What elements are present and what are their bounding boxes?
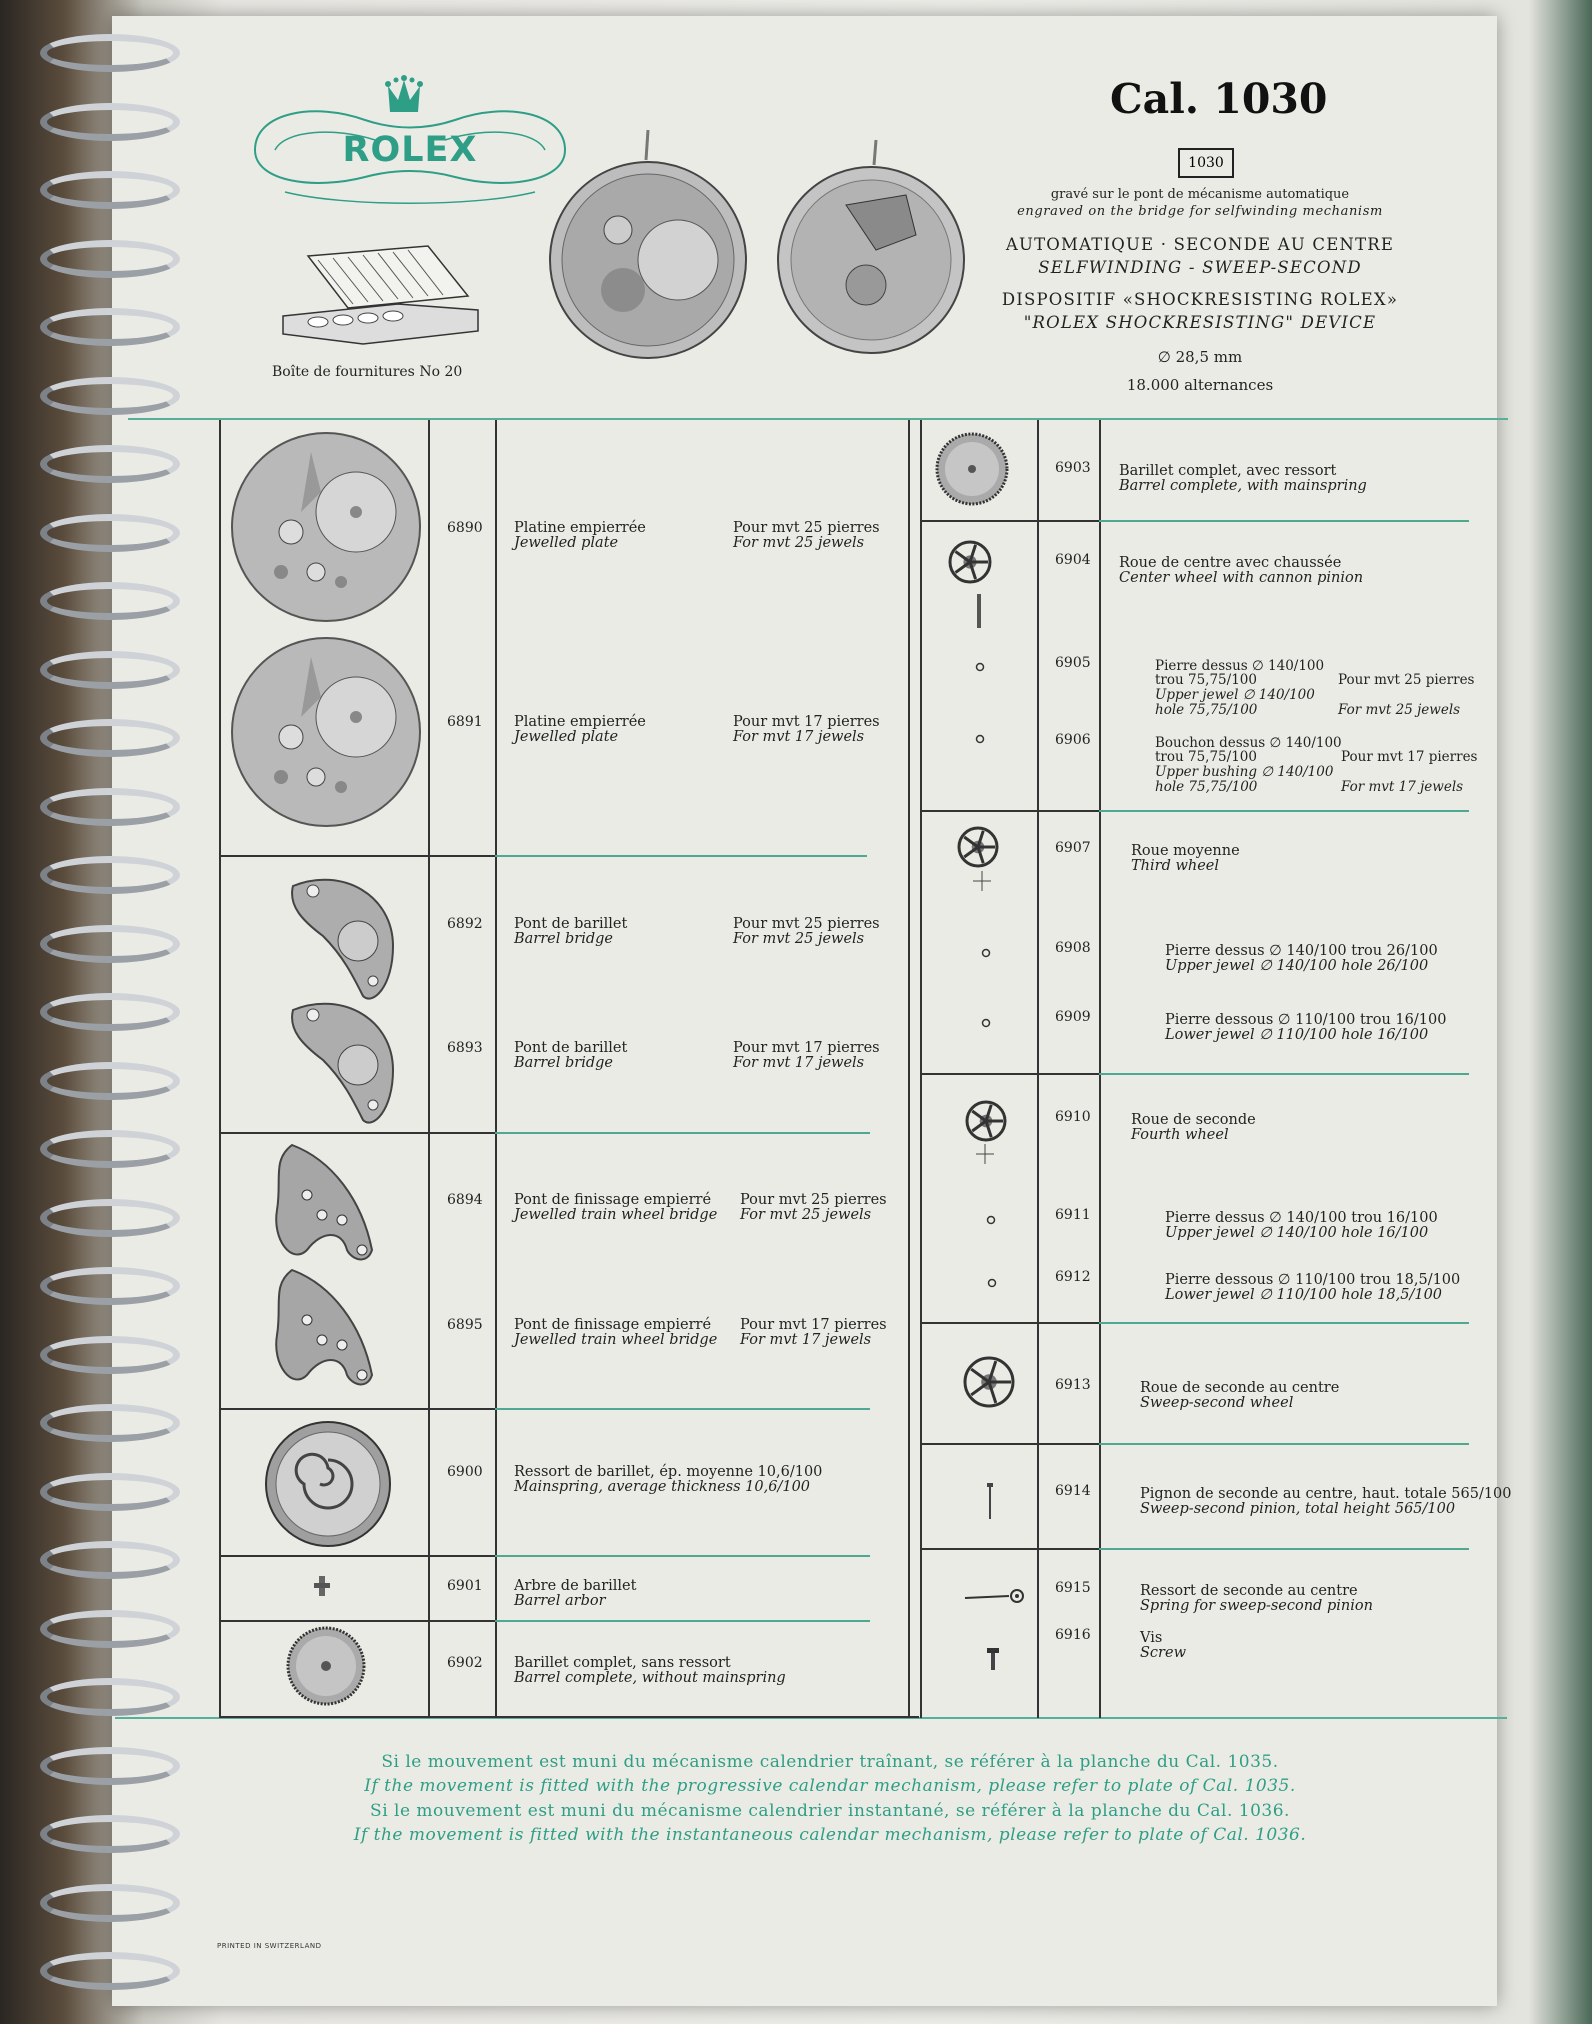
part-name-en: Upper bushing ∅ 140/100: [1155, 764, 1334, 780]
table-border-left: [219, 420, 221, 1718]
part-number: 6904: [1055, 552, 1091, 568]
part-number: 6902: [447, 1655, 483, 1671]
printed-in: PRINTED IN SWITZERLAND: [217, 1942, 322, 1950]
wheel-icon: [948, 540, 992, 584]
spiral-coil: [0, 1811, 180, 1859]
part-name-en: Barrel bridge: [514, 1055, 613, 1071]
part-name-fr: Arbre de barillet: [514, 1578, 637, 1594]
part-name-fr: Pont de barillet: [514, 916, 628, 932]
part-number: 6914: [1055, 1483, 1091, 1499]
spiral-coil: [0, 1126, 180, 1174]
part-name-fr: Barillet complet, sans ressort: [514, 1655, 731, 1671]
part-name-fr: Pont de finissage empierré: [514, 1317, 712, 1333]
part-name-fr: Barillet complet, avec ressort: [1119, 463, 1337, 479]
part-name-en: Spring for sweep-second pinion: [1140, 1598, 1373, 1614]
part-name-fr: Pignon de seconde au centre, haut. totale 565/100: [1140, 1486, 1512, 1502]
spiral-coil: [0, 715, 180, 763]
part-note-fr: Pour mvt 25 pierres: [740, 1192, 887, 1208]
spiral-coil: [0, 1263, 180, 1311]
mainspring-icon: [264, 1420, 392, 1548]
part-name-fr: Roue de centre avec chaussée: [1119, 555, 1342, 571]
spiral-coil: [0, 236, 180, 284]
feature2-fr: DISPOSITIF «SHOCKRESISTING ROLEX»: [1001, 290, 1399, 309]
part-note-fr: Pour mvt 25 pierres: [733, 916, 880, 932]
pinion-icon: [975, 594, 983, 628]
part-number: 6890: [447, 520, 483, 536]
part-name-en-line2: hole 75,75/100: [1155, 779, 1258, 795]
part-name-fr: Roue moyenne: [1131, 843, 1240, 859]
spiral-coil: [0, 852, 180, 900]
barrel-icon: [935, 432, 1010, 507]
table-bottom: [219, 1716, 919, 1718]
part-number: 6901: [447, 1578, 483, 1594]
row-separator: [920, 1443, 1100, 1445]
jewel-icon: [986, 1215, 996, 1225]
row-separator: [920, 1073, 1100, 1075]
part-name-en: Jewelled plate: [514, 729, 619, 745]
part-name-fr: Pierre dessus ∅ 140/100 trou 26/100: [1165, 943, 1438, 959]
engraving-en: engraved on the bridge for selfwinding mechanism: [1017, 204, 1383, 219]
part-name-en: Barrel complete, without mainspring: [514, 1670, 786, 1686]
feature1-fr: AUTOMATIQUE · SECONDE AU CENTRE: [1005, 235, 1395, 254]
row-separator-teal: [495, 1555, 870, 1557]
part-number: 6900: [447, 1464, 483, 1480]
part-name-en: Jewelled plate: [514, 535, 619, 551]
part-name-fr: Platine empierrée: [514, 520, 646, 536]
row-separator-teal: [495, 1132, 870, 1134]
pinion-icon: [976, 1144, 994, 1164]
part-name-en: Fourth wheel: [1131, 1127, 1229, 1143]
row-separator-teal: [495, 1408, 870, 1410]
part-note-fr: Pour mvt 17 pierres: [733, 1040, 880, 1056]
row-separator: [920, 810, 1100, 812]
part-name-fr: Pont de finissage empierré: [514, 1192, 712, 1208]
part-name-fr: Platine empierrée: [514, 714, 646, 730]
table-divider: [1037, 420, 1039, 1718]
rolex-wordmark: ROLEX: [342, 130, 478, 170]
part-name-fr: Pont de barillet: [514, 1040, 628, 1056]
part-number: 6909: [1055, 1009, 1091, 1025]
feature2-en: "ROLEX SHOCKRESISTING" DEVICE: [1023, 313, 1377, 332]
footer-note-fr-1035: Si le mouvement est muni du mécanisme calendrier traînant, se référer à la planche du Cal. 1035.: [381, 1752, 1279, 1772]
spiral-coil: [0, 578, 180, 626]
part-number: 6895: [447, 1317, 483, 1333]
row-separator-teal: [1099, 1073, 1469, 1075]
part-note-en: For mvt 25 jewels: [733, 535, 865, 551]
row-separator-teal: [1099, 1443, 1469, 1445]
train-bridge-icon: [262, 1140, 382, 1270]
part-name-fr-line2: trou 75,75/100: [1155, 672, 1257, 688]
spiral-coil: [0, 989, 180, 1037]
spiral-coil: [0, 99, 180, 147]
spiral-coil: [0, 1948, 180, 1996]
part-name-en: Upper jewel ∅ 140/100 hole 16/100: [1165, 1225, 1429, 1241]
table-divider: [495, 420, 497, 1718]
movement-dial-side-icon: [548, 160, 748, 360]
part-name-en: Sweep-second pinion, total height 565/100: [1140, 1501, 1456, 1517]
plate-icon: [231, 637, 423, 829]
part-number: 6908: [1055, 940, 1091, 956]
footer-note-en-1035: If the movement is fitted with the progressive calendar mechanism, please refer to plate of Cal. 1035.: [364, 1776, 1296, 1796]
wheel-icon: [965, 1100, 1007, 1142]
row-separator-teal: [1099, 1322, 1469, 1324]
part-note-en: For mvt 25 jewels: [1338, 702, 1461, 718]
calibre-title: Cal. 1030: [1110, 75, 1328, 123]
part-name-fr: Roue de seconde au centre: [1140, 1380, 1340, 1396]
spiral-coil: [0, 304, 180, 352]
diameter: ∅ 28,5 mm: [1157, 348, 1243, 366]
row-separator: [920, 520, 1100, 522]
part-name-en: Barrel arbor: [514, 1593, 606, 1609]
row-separator-teal: [1099, 520, 1469, 522]
part-name-en: Lower jewel ∅ 110/100 hole 18,5/100: [1165, 1287, 1443, 1303]
part-name-en: Mainspring, average thickness 10,6/100: [514, 1479, 811, 1495]
part-number: 6894: [447, 1192, 483, 1208]
spiral-coil: [0, 1195, 180, 1243]
part-note-en: For mvt 17 jewels: [1341, 779, 1464, 795]
supplies-box-icon: [278, 236, 488, 346]
jewel-icon: [987, 1278, 997, 1288]
rolex-logo: [245, 72, 575, 212]
part-name-en: Upper jewel ∅ 140/100 hole 26/100: [1165, 958, 1429, 974]
spring-icon: [965, 1589, 1025, 1605]
table-divider: [920, 420, 922, 1718]
part-note-en: For mvt 17 jewels: [733, 1055, 865, 1071]
table-divider: [1099, 420, 1101, 1718]
barrel-icon: [287, 1627, 365, 1705]
part-name-fr-line2: trou 75,75/100: [1155, 749, 1257, 765]
part-number: 6905: [1055, 655, 1091, 671]
jewel-icon: [981, 948, 991, 958]
part-name-fr: Vis: [1140, 1630, 1163, 1646]
part-note-fr: Pour mvt 17 pierres: [740, 1317, 887, 1333]
part-note-en: For mvt 17 jewels: [740, 1332, 872, 1348]
supplies-box-caption: Boîte de fournitures No 20: [272, 364, 463, 380]
part-number: 6913: [1055, 1377, 1091, 1393]
part-number: 6892: [447, 916, 483, 932]
pinion-icon: [973, 871, 991, 891]
part-name-fr: Bouchon dessus ∅ 140/100: [1155, 735, 1342, 751]
spiral-coil: [0, 1880, 180, 1928]
wheel-icon: [957, 826, 999, 868]
part-note-en: For mvt 25 jewels: [733, 931, 865, 947]
spiral-coil: [0, 1332, 180, 1380]
part-note-fr: Pour mvt 25 pierres: [1338, 672, 1475, 688]
part-name-fr: Ressort de seconde au centre: [1140, 1583, 1358, 1599]
part-name-en: Upper jewel ∅ 140/100: [1155, 687, 1315, 703]
feature1-en: SELFWINDING - SWEEP-SECOND: [1038, 258, 1362, 277]
wheel-icon: [963, 1356, 1015, 1408]
spiral-coil: [0, 1537, 180, 1585]
pinion-icon: [986, 1483, 994, 1519]
part-name-en: Screw: [1140, 1645, 1186, 1661]
screw-icon: [987, 1648, 999, 1670]
train-bridge-icon: [262, 1265, 382, 1395]
part-number: 6912: [1055, 1269, 1091, 1285]
beats: 18.000 alternances: [1126, 376, 1274, 394]
part-name-fr: Pierre dessus ∅ 140/100 trou 16/100: [1165, 1210, 1438, 1226]
movement-rotor-side-icon: [776, 165, 966, 355]
part-name-fr: Ressort de barillet, ép. moyenne 10,6/100: [514, 1464, 823, 1480]
spiral-coil: [0, 30, 180, 78]
part-name-en: Jewelled train wheel bridge: [514, 1332, 718, 1348]
part-name-en: Sweep-second wheel: [1140, 1395, 1294, 1411]
part-note-fr: Pour mvt 17 pierres: [1341, 749, 1478, 765]
spiral-coil: [0, 373, 180, 421]
jewel-icon: [981, 1018, 991, 1028]
row-separator-teal: [1099, 1548, 1469, 1550]
part-number: 6915: [1055, 1580, 1091, 1596]
part-name-en: Lower jewel ∅ 110/100 hole 16/100: [1165, 1027, 1429, 1043]
spiral-coil: [0, 1743, 180, 1791]
engraving-fr: gravé sur le pont de mécanisme automatique: [1050, 187, 1350, 202]
part-name-en: Barrel complete, with mainspring: [1119, 478, 1367, 494]
row-separator-teal: [495, 855, 867, 857]
spiral-coil: [0, 1674, 180, 1722]
spiral-coil: [0, 921, 180, 969]
table-divider: [428, 420, 430, 1718]
part-number: 6911: [1055, 1207, 1091, 1223]
spiral-coil: [0, 1606, 180, 1654]
jewel-icon: [975, 662, 985, 672]
row-separator: [920, 1548, 1100, 1550]
part-number: 6907: [1055, 840, 1091, 856]
part-name-en: Jewelled train wheel bridge: [514, 1207, 718, 1223]
plate-icon: [231, 432, 423, 624]
spiral-coil: [0, 1058, 180, 1106]
part-number: 6906: [1055, 732, 1091, 748]
part-note-fr: Pour mvt 25 pierres: [733, 520, 880, 536]
part-name-en: Center wheel with cannon pinion: [1119, 570, 1364, 586]
spiral-coil: [0, 441, 180, 489]
part-name-en: Barrel bridge: [514, 931, 613, 947]
jewel-icon: [975, 734, 985, 744]
bridge-icon: [283, 990, 403, 1130]
spiral-coil: [0, 510, 180, 558]
spiral-coil: [0, 784, 180, 832]
part-name-en: Third wheel: [1131, 858, 1220, 874]
spiral-coil: [0, 647, 180, 695]
part-number: 6893: [447, 1040, 483, 1056]
part-name-fr: Roue de seconde: [1131, 1112, 1256, 1128]
bridge-icon: [283, 866, 403, 1006]
row-separator-teal: [1099, 810, 1469, 812]
spiral-coil: [0, 167, 180, 215]
part-note-fr: Pour mvt 17 pierres: [733, 714, 880, 730]
footer-note-fr-1036: Si le mouvement est muni du mécanisme calendrier instantané, se référer à la planche du Cal. 1036.: [370, 1801, 1290, 1821]
row-separator-teal: [495, 1620, 870, 1622]
part-number: 6891: [447, 714, 483, 730]
part-number: 6916: [1055, 1627, 1091, 1643]
part-name-fr: Pierre dessus ∅ 140/100: [1155, 658, 1325, 674]
part-name-fr: Pierre dessous ∅ 110/100 trou 18,5/100: [1165, 1272, 1461, 1288]
part-note-en: For mvt 25 jewels: [740, 1207, 872, 1223]
spiral-coil: [0, 1400, 180, 1448]
part-name-en-line2: hole 75,75/100: [1155, 702, 1258, 718]
arbor-icon: [313, 1576, 331, 1596]
calibre-box: 1030: [1178, 148, 1234, 178]
part-note-en: For mvt 17 jewels: [733, 729, 865, 745]
footer-note-en-1036: If the movement is fitted with the instantaneous calendar mechanism, please refer to plate of Cal. 1036.: [353, 1825, 1307, 1845]
part-number: 6910: [1055, 1109, 1091, 1125]
table-divider: [908, 420, 910, 1718]
row-separator: [920, 1322, 1100, 1324]
header-rule: [128, 418, 1508, 420]
part-number: 6903: [1055, 460, 1091, 476]
spiral-coil: [0, 1469, 180, 1517]
part-name-fr: Pierre dessous ∅ 110/100 trou 16/100: [1165, 1012, 1447, 1028]
